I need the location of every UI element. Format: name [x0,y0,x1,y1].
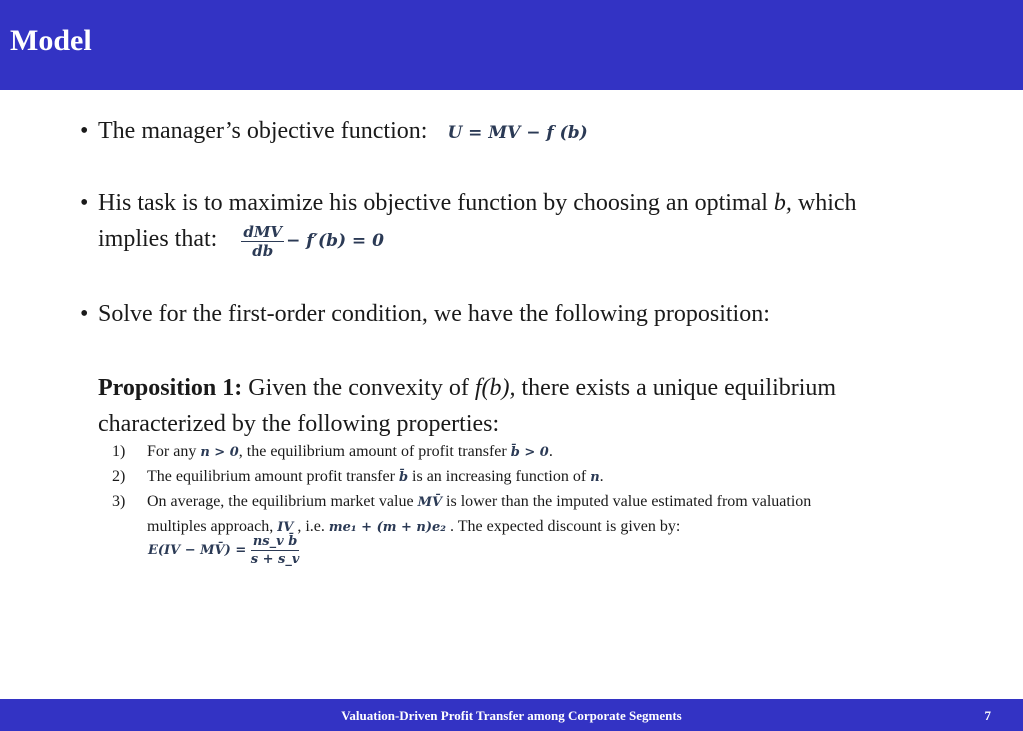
foc-formula [241,223,384,260]
list-item [112,440,932,465]
inline-math: me₁ + (m + n)e₂ [328,520,446,535]
variable-b: b, [773,190,792,216]
bullet-dot: • [80,301,89,327]
item-text: On average, the equilibrium market value [147,493,418,510]
expected-discount-formula [148,533,301,568]
bullet-dot: • [80,118,89,144]
inline-math: n > 0 [200,445,239,460]
item-text: For any [147,443,201,460]
fraction-numerator: dMV [243,223,283,241]
list-item [112,465,932,490]
bullet-text: His task is to maximize his objective function by choosing an optimal [98,190,774,216]
inline-math: b̄ > 0 [510,445,549,460]
item-number: 2) [112,468,126,485]
page-number: 7 [984,708,991,723]
item-number: 1) [112,443,126,460]
inline-math: n [590,470,600,485]
inline-math: MV̄ [417,495,443,510]
inline-math: b̄ [398,470,409,485]
fraction [241,223,284,260]
formula-rest: − f′(b) = 0 [286,231,384,251]
fraction-numerator: ns_v b̄ [251,533,300,551]
objective-formula: U = MV − f (b) [447,123,588,143]
footer-bar [0,699,1023,731]
item-text: , the equilibrium amount of profit transfer [238,443,511,460]
bullet-text-end: which [791,190,857,216]
item-number: 3) [112,493,126,510]
fraction [251,533,300,568]
bullet-text-line2: implies that: [98,226,218,252]
proposition-text: Given the convexity of [242,375,475,401]
proposition-label: Proposition 1: [98,375,243,401]
title-bar [0,0,1023,90]
item-text: . [548,443,553,460]
item-text: , i.e. [293,518,329,535]
footer-title: Valuation-Driven Profit Transfer among Corporate Segments [341,708,682,723]
slide-title: Model [10,24,92,57]
bullet-text: Solve for the first-order condition, we have the following proposition: [98,301,770,327]
property-list [112,440,932,540]
item-text: is an increasing function of [408,468,591,485]
bullet-text: The manager’s objective function: [98,118,428,144]
bullet-dot: • [80,190,89,216]
item-text: is lower than the imputed value estimated from valuation [442,493,812,510]
fraction-denominator: db [252,242,274,260]
formula-lhs: E(IV − MV̄) = [148,543,247,558]
item-text: . [599,468,604,485]
item-text: . The expected discount is given by: [446,518,681,535]
fraction-denominator: s + s_v [250,552,300,567]
proposition-block [98,370,938,442]
inline-math: IV [277,520,294,535]
item-text: multiples approach, [147,518,278,535]
proposition-line2: characterized by the following properties: [98,411,500,437]
function-f: f(b), [474,375,516,401]
item-text: The equilibrium amount profit transfer [147,468,399,485]
proposition-text-end: there exists a unique equilibrium [515,375,837,401]
